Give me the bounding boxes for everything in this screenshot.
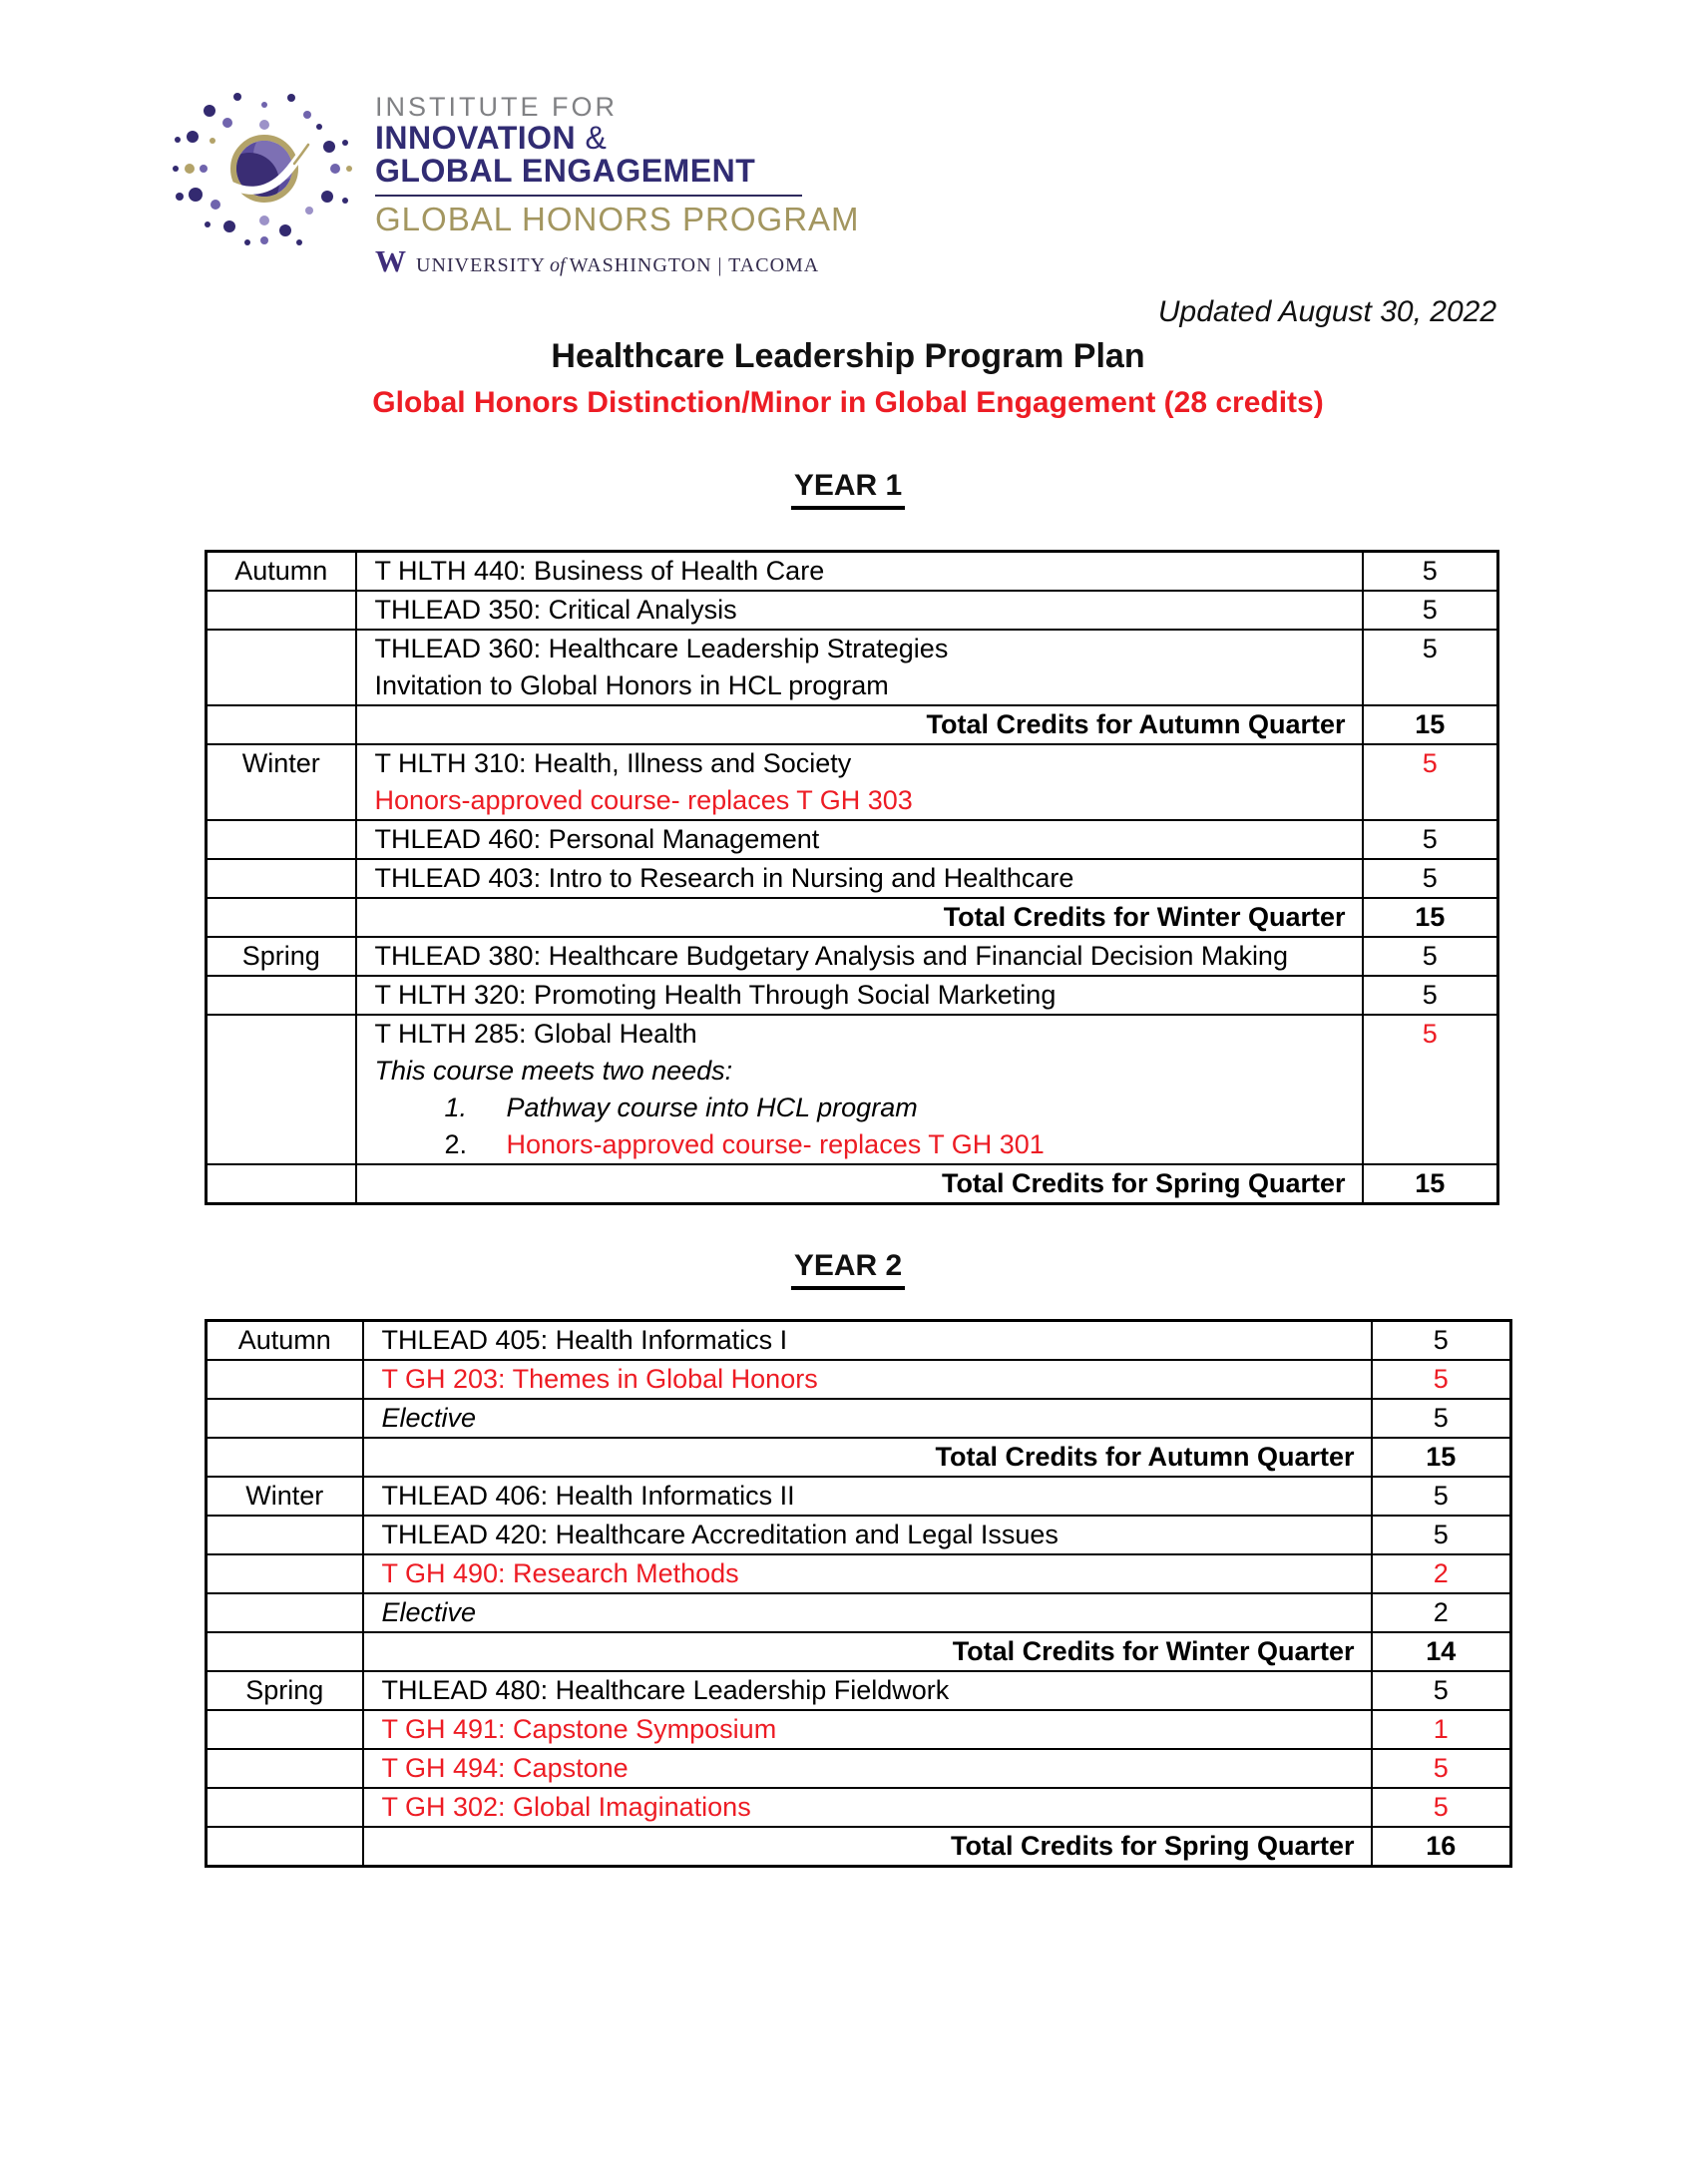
credits-cell: 5 <box>1372 1477 1511 1516</box>
course-cell <box>363 1321 1372 1361</box>
total-label-cell <box>363 1632 1372 1671</box>
total-row <box>207 1827 1511 1867</box>
course-cell <box>356 744 1363 820</box>
total-label: Total Credits for Autumn Quarter <box>935 1442 1355 1472</box>
credits-cell: 5 <box>1372 1749 1511 1788</box>
course-row <box>207 1671 1511 1710</box>
course-cell <box>356 859 1363 898</box>
credits-cell: 5 <box>1363 976 1498 1015</box>
total-label-cell <box>363 1827 1372 1867</box>
total-row <box>207 705 1498 744</box>
logo-of-word: of <box>550 254 566 276</box>
quarter-cell <box>207 1749 363 1788</box>
credits-cell: 5 <box>1363 630 1498 705</box>
quarter-cell <box>207 1015 356 1164</box>
quarter-cell: Spring <box>207 1671 363 1710</box>
year2-heading <box>0 1249 1696 1290</box>
credits-cell: 5 <box>1363 820 1498 859</box>
quarter-cell <box>207 859 356 898</box>
course-cell <box>356 976 1363 1015</box>
course-row <box>207 1516 1511 1554</box>
total-label-cell <box>356 1164 1363 1204</box>
credits-cell: 5 <box>1363 591 1498 630</box>
list-text: Pathway course into HCL program <box>506 1092 918 1122</box>
credits-cell: 14 <box>1372 1632 1511 1671</box>
quarter-cell: Autumn <box>207 552 356 592</box>
quarter-cell <box>207 1710 363 1749</box>
credits-cell: 5 <box>1372 1516 1511 1554</box>
course-line: THLEAD 480: Healthcare Leadership Fieldwork <box>381 1675 950 1705</box>
logo-innovation-word: INNOVATION <box>375 120 577 156</box>
course-line: T GH 302: Global Imaginations <box>381 1792 751 1822</box>
course-line: T GH 203: Themes in Global Honors <box>381 1364 818 1394</box>
quarter-cell <box>207 1360 363 1399</box>
course-line: This course meets two needs: <box>374 1056 733 1086</box>
course-cell <box>363 1360 1372 1399</box>
credits-cell: 5 <box>1363 859 1498 898</box>
course-row <box>207 552 1498 592</box>
course-line: T HLTH 285: Global Health <box>374 1019 697 1049</box>
quarter-cell <box>207 1827 363 1867</box>
course-row <box>207 937 1498 976</box>
course-row <box>207 1788 1511 1827</box>
course-cell <box>363 1516 1372 1554</box>
course-cell <box>356 552 1363 592</box>
course-line: THLEAD 380: Healthcare Budgetary Analysis and Financial Decision Making <box>374 941 1288 971</box>
course-cell <box>363 1671 1372 1710</box>
quarter-cell: Autumn <box>207 1321 363 1361</box>
total-row <box>207 1438 1511 1477</box>
course-line <box>375 1090 1352 1126</box>
quarter-cell <box>207 591 356 630</box>
credits-cell: 5 <box>1363 744 1498 820</box>
course-line <box>375 1126 1352 1163</box>
quarter-cell <box>207 898 356 937</box>
credits-cell: 5 <box>1363 937 1498 976</box>
logo-innovation-line <box>375 122 860 155</box>
credits-cell: 2 <box>1372 1593 1511 1632</box>
course-line: T HLTH 440: Business of Health Care <box>374 556 825 586</box>
total-label: Total Credits for Winter Quarter <box>943 902 1346 932</box>
course-cell <box>363 1477 1372 1516</box>
quarter-cell <box>207 976 356 1015</box>
quarter-cell: Spring <box>207 937 356 976</box>
quarter-cell <box>207 1593 363 1632</box>
logo-ampersand: & <box>576 120 608 156</box>
course-row <box>207 630 1498 705</box>
total-label: Total Credits for Spring Quarter <box>941 1168 1346 1198</box>
credits-cell: 5 <box>1372 1671 1511 1710</box>
document-title: Healthcare Leadership Program Plan <box>551 337 1145 375</box>
credits-cell: 5 <box>1372 1788 1511 1827</box>
course-line: Elective <box>381 1403 477 1433</box>
course-cell <box>356 591 1363 630</box>
quarter-cell <box>207 1788 363 1827</box>
course-line: T GH 490: Research Methods <box>381 1558 739 1588</box>
quarter-cell <box>207 630 356 705</box>
quarter-cell <box>207 705 356 744</box>
course-row <box>207 1321 1511 1361</box>
document-subtitle: Global Honors Distinction/Minor in Global Engagement (28 credits) <box>372 386 1324 419</box>
logo-engagement-line: GLOBAL ENGAGEMENT <box>375 153 756 189</box>
institute-logo <box>168 82 860 279</box>
course-row <box>207 744 1498 820</box>
list-text: Honors-approved course- replaces T GH 301 <box>506 1129 1045 1159</box>
quarter-cell <box>207 1554 363 1593</box>
total-row <box>207 1632 1511 1671</box>
quarter-cell <box>207 820 356 859</box>
logo-divider-line <box>375 195 802 197</box>
course-cell <box>356 937 1363 976</box>
course-row <box>207 820 1498 859</box>
course-row <box>207 1593 1511 1632</box>
credits-cell: 15 <box>1363 898 1498 937</box>
total-label: Total Credits for Winter Quarter <box>952 1636 1355 1666</box>
credits-cell: 5 <box>1372 1399 1511 1438</box>
total-label: Total Credits for Spring Quarter <box>950 1831 1355 1861</box>
year2-table <box>205 1319 1512 1868</box>
course-line: THLEAD 403: Intro to Research in Nursing and Healthcare <box>374 863 1074 893</box>
course-row <box>207 859 1498 898</box>
credits-cell: 5 <box>1372 1360 1511 1399</box>
course-cell <box>363 1399 1372 1438</box>
course-cell <box>363 1593 1372 1632</box>
list-marker: 2. <box>444 1129 468 1159</box>
course-cell <box>363 1788 1372 1827</box>
quarter-cell: Winter <box>207 1477 363 1516</box>
quarter-cell <box>207 1516 363 1554</box>
quarter-cell <box>207 1164 356 1204</box>
year1-heading <box>0 469 1696 510</box>
logo-text <box>375 82 860 279</box>
quarter-cell <box>207 1399 363 1438</box>
course-line: Invitation to Global Honors in HCL program <box>374 670 889 700</box>
course-line: Honors-approved course- replaces T GH 303 <box>374 785 913 815</box>
course-line: THLEAD 405: Health Informatics I <box>381 1325 788 1355</box>
logo-program-line: GLOBAL HONORS PROGRAM <box>375 201 860 237</box>
credits-cell: 5 <box>1363 552 1498 592</box>
logo-university-line <box>375 243 860 279</box>
course-row <box>207 1015 1498 1164</box>
quarter-cell <box>207 1632 363 1671</box>
course-line: THLEAD 360: Healthcare Leadership Strategies <box>374 634 949 663</box>
course-line: T HLTH 310: Health, Illness and Society <box>374 748 852 778</box>
course-row <box>207 1710 1511 1749</box>
quarter-cell: Winter <box>207 744 356 820</box>
course-cell <box>363 1554 1372 1593</box>
quarter-cell <box>207 1438 363 1477</box>
credits-cell: 15 <box>1372 1438 1511 1477</box>
course-row <box>207 1399 1511 1438</box>
course-line: T GH 494: Capstone <box>381 1753 629 1783</box>
course-cell <box>356 1015 1363 1164</box>
globe-logo-icon <box>168 82 367 257</box>
course-row <box>207 591 1498 630</box>
total-row <box>207 1164 1498 1204</box>
credits-cell: 5 <box>1363 1015 1498 1164</box>
logo-institute-line: INSTITUTE FOR <box>375 92 618 122</box>
year2-heading-text: YEAR 2 <box>791 1249 905 1290</box>
total-label-cell <box>356 898 1363 937</box>
course-row <box>207 1749 1511 1788</box>
course-line: T GH 491: Capstone Symposium <box>381 1714 777 1744</box>
updated-date: Updated August 30, 2022 <box>1157 295 1496 328</box>
total-label-cell <box>363 1438 1372 1477</box>
uw-w-mark-icon: W <box>375 243 406 278</box>
logo-university-word: UNIVERSITY <box>416 254 546 276</box>
course-cell <box>363 1749 1372 1788</box>
credits-cell: 16 <box>1372 1827 1511 1867</box>
course-cell <box>356 820 1363 859</box>
course-line: Elective <box>381 1597 477 1627</box>
logo-washington-word: WASHINGTON | TACOMA <box>569 254 820 276</box>
credits-cell: 5 <box>1372 1321 1511 1361</box>
course-row <box>207 1477 1511 1516</box>
course-line: T HLTH 320: Promoting Health Through Social Marketing <box>374 980 1057 1010</box>
course-cell <box>356 630 1363 705</box>
course-line: THLEAD 420: Healthcare Accreditation and Legal Issues <box>381 1520 1059 1549</box>
total-label-cell <box>356 705 1363 744</box>
total-label: Total Credits for Autumn Quarter <box>926 709 1346 739</box>
course-line: THLEAD 460: Personal Management <box>374 824 820 854</box>
course-cell <box>363 1710 1372 1749</box>
credits-cell: 15 <box>1363 705 1498 744</box>
course-row <box>207 976 1498 1015</box>
list-marker: 1. <box>444 1092 468 1122</box>
total-row <box>207 898 1498 937</box>
year1-table <box>205 550 1499 1205</box>
year1-heading-text: YEAR 1 <box>791 469 905 510</box>
credits-cell: 1 <box>1372 1710 1511 1749</box>
course-row <box>207 1554 1511 1593</box>
course-line: THLEAD 406: Health Informatics II <box>381 1481 795 1511</box>
credits-cell: 15 <box>1363 1164 1498 1204</box>
course-row <box>207 1360 1511 1399</box>
course-line: THLEAD 350: Critical Analysis <box>374 595 737 625</box>
credits-cell: 2 <box>1372 1554 1511 1593</box>
